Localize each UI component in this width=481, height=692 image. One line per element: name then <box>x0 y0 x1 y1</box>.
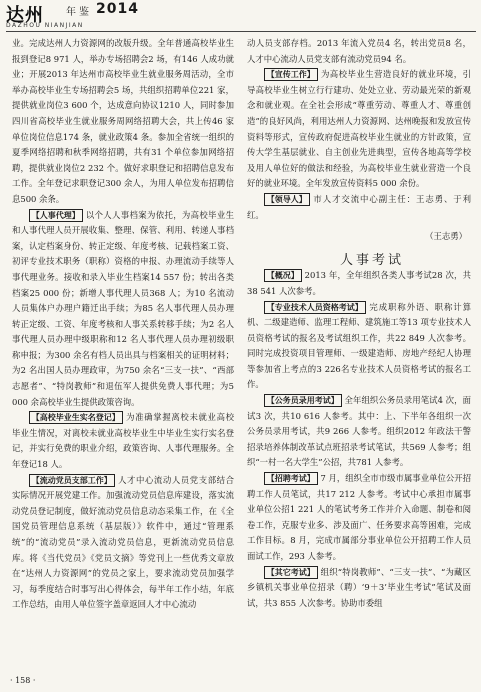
section-publicity <box>247 67 471 192</box>
section-text: 为高校毕业生营造良好的就业环境，引导高校毕业生树立行行建功、处处立业、劳动最光荣的新观念和就业观。在全社会形成“尊重劳动、尊重人才、尊重创造”的良好风尚，利用达州人力资源网、达州晚报和发放宣传资料等形式，宣传政府促进高校毕业生就业的方针政策，宣传大学生基层就业、自主创业先进典型，宣传各地高等学校及用人单位好的做法和经验，为高校毕业生就业营造一个良好的就业环境。全年发放宣传资料5 000 余份。 <box>247 69 472 189</box>
section-leaders <box>247 192 471 223</box>
section-graduate-registration <box>12 410 234 472</box>
section-recruitment-exam <box>247 471 471 565</box>
section-personnel-agency <box>12 208 234 411</box>
left-column <box>12 36 234 613</box>
section-keyword: 【领导人】 <box>264 193 310 206</box>
section-keyword: 【招聘考试】 <box>264 472 318 485</box>
paragraph: 业。完成达州人力资源网的改版升级。全年普通高校毕业生报到登记8 971 人，举办专场招聘会2 场，有146 人成功就业；开展2013 年达州市高校毕业生就业服务周活动，全市举办高校毕业生专场招聘会5 场，共组织招聘单位221 家，提供就业岗位3 600 个，达成意向协议1210 人，同时参加四川省高校毕业生就业服务周网络招聘大会，共上传46 家单位岗位信息174 条，就业政策4 条。参加全省统一组织的夏季网络招聘和秋季网络招聘，共有31 个单位参加网络招聘，提供就业岗位2 232 个。做好求职登记和招聘信息发布工作。全年登记求职登记300 余人，为用人单位发布招聘信息500 余条。 <box>12 38 234 204</box>
section-text: 以个人人事档案为依托，为高校毕业生和人事代理人员开展收集、整理、保管、利用、转递人事档案，认定档案身份、转正定级、年度考核、记载档案工资、初评专业技术职务（职称）资格的申报、办理流动手续等人事代理业务。接收和录入毕业生档案14 557 份；转出各类档案25 000 份；新增人事代理人员368 人；为10 名流动人员集体户办理户籍迁出手续；为85 名人事代理人员办理转正定级、工资、年度考核和人事关系转移手续；为2 名人事代理人员办理中级职称和12 名人事代理人员办理初级职称申报；为300 余名有档人员出具与档案相关的证明材料；为2 名出国人员办理政审，为750 余名“三支一扶”、“西部志愿者”、“特岗教师”和退伍军人提供免费人事代理；为5 000 余高校毕业生提供政策咨询。 <box>12 209 234 407</box>
section-professional-exam <box>247 300 471 394</box>
section-text: 2013 年，全年组织各类人事考试28 次，共38 541 人次参考。 <box>247 270 471 296</box>
section-keyword: 【宣传工作】 <box>264 68 318 81</box>
author-signature: （王志勇） <box>425 231 467 242</box>
section-text: 为准确掌握离校未就业高校毕业生情况，对离校未就业高校毕业生中毕业生实行实名登记，并实行免费的职业介绍，政策咨询、人事代理服务。全年登记18 人。 <box>12 412 235 470</box>
yearbook-pinyin: DAZHOU NIANJIAN <box>6 22 84 29</box>
section-text: 人才中心流动人员党支部结合实际情况开展党建工作。加强流动党员信息库建设，落实流动党员登记制度，做好流动党员信息动态采集工作，在《全国党员管理信息系统（基层版）》软件中，通过“管理系统”的“流动党员”录入流动党员信息，更新流动党员信息库。将《当代党员》《党员文摘》等党刊上一些优秀文章放在“达州人力资源网”的党员之家上，要求流动党员加强学习，每季度结合时事写出心得体会，每半年工作小结，年底工作总结，由用人单位签字盖章返回人才中心流动 <box>12 474 235 610</box>
header-rule <box>6 31 476 32</box>
page-number: · 158 · <box>10 676 36 685</box>
yearbook-city-logo: 达州 <box>6 5 44 26</box>
section-overview <box>247 268 471 299</box>
section-party-branch <box>12 473 234 613</box>
section-text: 组织“特岗教师”、“三支一扶”、“为藏区乡镇机关事业单位招录（聘）‘9＋3’毕业生考试”笔试及面试，共3 855 人次参考。协助市委组 <box>247 566 471 608</box>
section-text: 完成职称外语、职称计算机、二级建造师、监理工程师、建筑施工等13 项专业技术人员资格考试的报名及考试组织工作，共22 849 人次参考。同时完成投资项目管理师、一级建造师、房地产经纪人协理等参加省上考点的3 226名专业技术人员资格考试的报名工作。 <box>247 301 471 390</box>
section-text: 全年组织公务员录用笔试4 次，面试3 次，共10 616 人参考。其中：上、下半年各组织一次公务员录用考试，共9 266 人参考。组织2012 年政法干警招录培养体制改革试点班招录考试笔试，共569 人参考；组织“一村一名大学生”公招，共781 人参考。 <box>247 395 471 468</box>
section-keyword: 【专业技术人员资格考试】 <box>264 301 366 314</box>
section-civil-service-exam <box>247 393 471 471</box>
yearbook-label: 年鉴 <box>66 7 92 18</box>
right-column <box>247 36 471 611</box>
section-keyword: 【高校毕业生实名登记】 <box>29 411 123 424</box>
section-text: 市人才交流中心副主任：王志勇、于利红。 <box>247 193 472 220</box>
section-keyword: 【人事代理】 <box>29 209 83 222</box>
yearbook-year: 2014 <box>96 1 139 17</box>
page-header <box>0 0 481 34</box>
section-title: 人事考试 <box>339 252 404 268</box>
section-keyword: 【概况】 <box>264 269 302 282</box>
paragraph: 动人员支部存档。2013 年流入党员4 名，转出党员8 名，人才中心流动人员党支部有流动党员94 名。 <box>247 38 471 64</box>
section-keyword: 【其它考试】 <box>264 566 318 579</box>
section-keyword: 【流动党员支部工作】 <box>29 474 115 487</box>
section-keyword: 【公务员录用考试】 <box>264 394 342 407</box>
section-text: 7 月，组织全市市级市属事业单位公开招聘工作人员笔试，共17 212 人参考。考试中心承担市属事业单位公招1 221 人的笔试考务工作并介入命题、制卷和阅卷工作，克服专业多、涉及面广、任务要求高等困难，完成工作目标。8 月，完成市属部分事业单位公开招聘工作人员面试工作，293 人参考。 <box>247 473 471 561</box>
section-other-exams <box>247 565 471 612</box>
